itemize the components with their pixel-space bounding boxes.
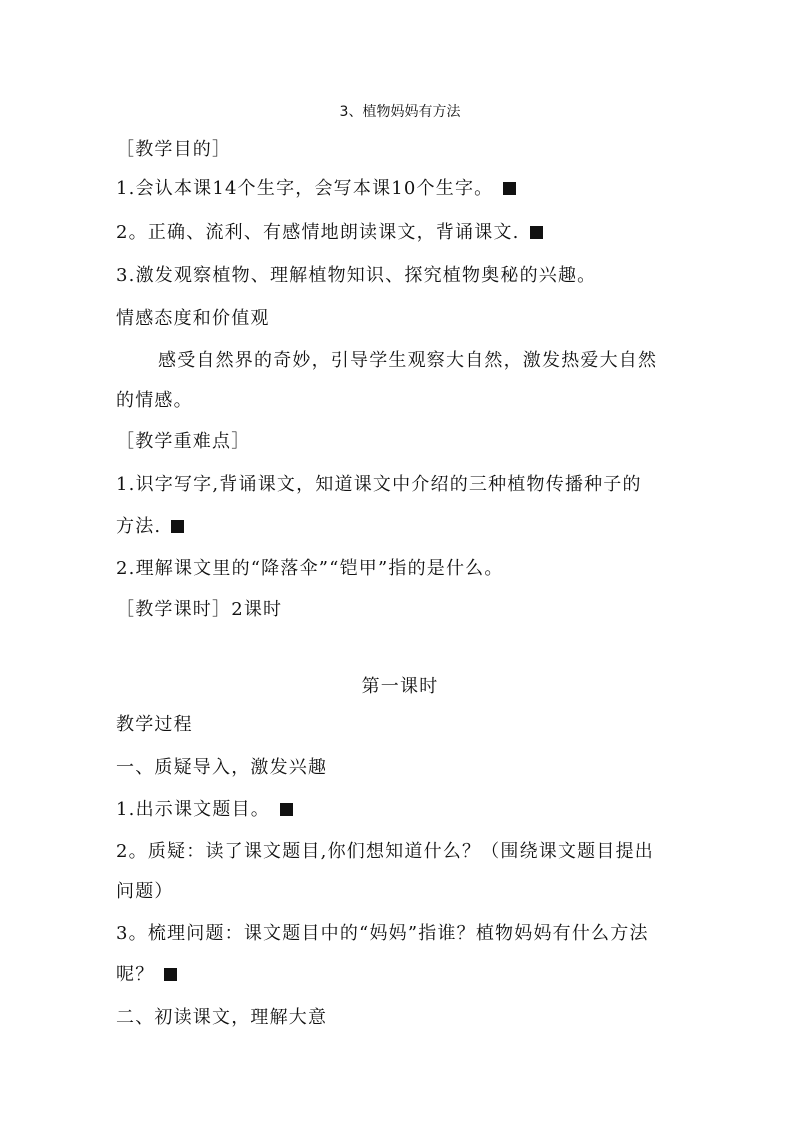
goal-item-2-text: 2。正确、流利、有感情地朗读课文，背诵课文. <box>116 222 520 243</box>
key-point-1-line-2-text: 方法. <box>116 516 162 537</box>
section-heading-values: 情感态度和价值观 <box>116 308 270 329</box>
step-item-1-text: 1.出示课文题目。 <box>116 799 270 820</box>
lesson-heading-first: 第一课时 <box>361 676 439 697</box>
step-heading-2: 二、初读课文，理解大意 <box>116 1007 328 1028</box>
step-item-3-line-2 <box>116 963 177 987</box>
step-item-3-line-1: 3。梳理问题：课文题目中的“妈妈”指谁？植物妈妈有什么方法 <box>116 923 649 944</box>
square-marker-icon <box>164 968 177 981</box>
step-item-2-line-1: 2。质疑：读了课文题目,你们想知道什么？（围绕课文题目提出 <box>116 841 654 862</box>
goal-item-2 <box>116 221 543 245</box>
step-item-2-line-2: 问题） <box>116 881 174 902</box>
document-title: 3、植物妈妈有方法 <box>339 104 461 120</box>
key-point-1-line-1: 1.识字写字,背诵课文，知道课文中介绍的三种植物传播种子的 <box>116 474 642 495</box>
step-heading-1: 一、质疑导入，激发兴趣 <box>116 757 328 778</box>
square-marker-icon <box>503 182 516 195</box>
step-item-3-line-2-text: 呢？ <box>116 964 155 985</box>
section-heading-teaching-goals: ［教学目的］ <box>116 139 232 160</box>
goal-item-3: 3.激发观察植物、理解植物知识、探究植物奥秘的兴趣。 <box>116 265 597 286</box>
goal-item-1 <box>116 177 516 201</box>
step-item-1 <box>116 798 293 822</box>
key-point-1-line-2 <box>116 515 184 539</box>
key-point-2: 2.理解课文里的“降落伞”“铠甲”指的是什么。 <box>116 558 504 579</box>
section-heading-key-points: ［教学重难点］ <box>116 431 251 452</box>
section-heading-teaching-process: 教学过程 <box>116 714 193 735</box>
values-paragraph-line-2: 的情感。 <box>116 390 193 411</box>
square-marker-icon <box>171 520 184 533</box>
values-paragraph-line-1: 感受自然界的奇妙，引导学生观察大自然，激发热爱大自然 <box>158 350 658 371</box>
square-marker-icon <box>280 803 293 816</box>
square-marker-icon <box>530 226 543 239</box>
goal-item-1-text: 1.会认本课14个生字，会写本课10个生字。 <box>116 178 494 199</box>
section-heading-class-hours: ［教学课时］2课时 <box>116 599 283 620</box>
